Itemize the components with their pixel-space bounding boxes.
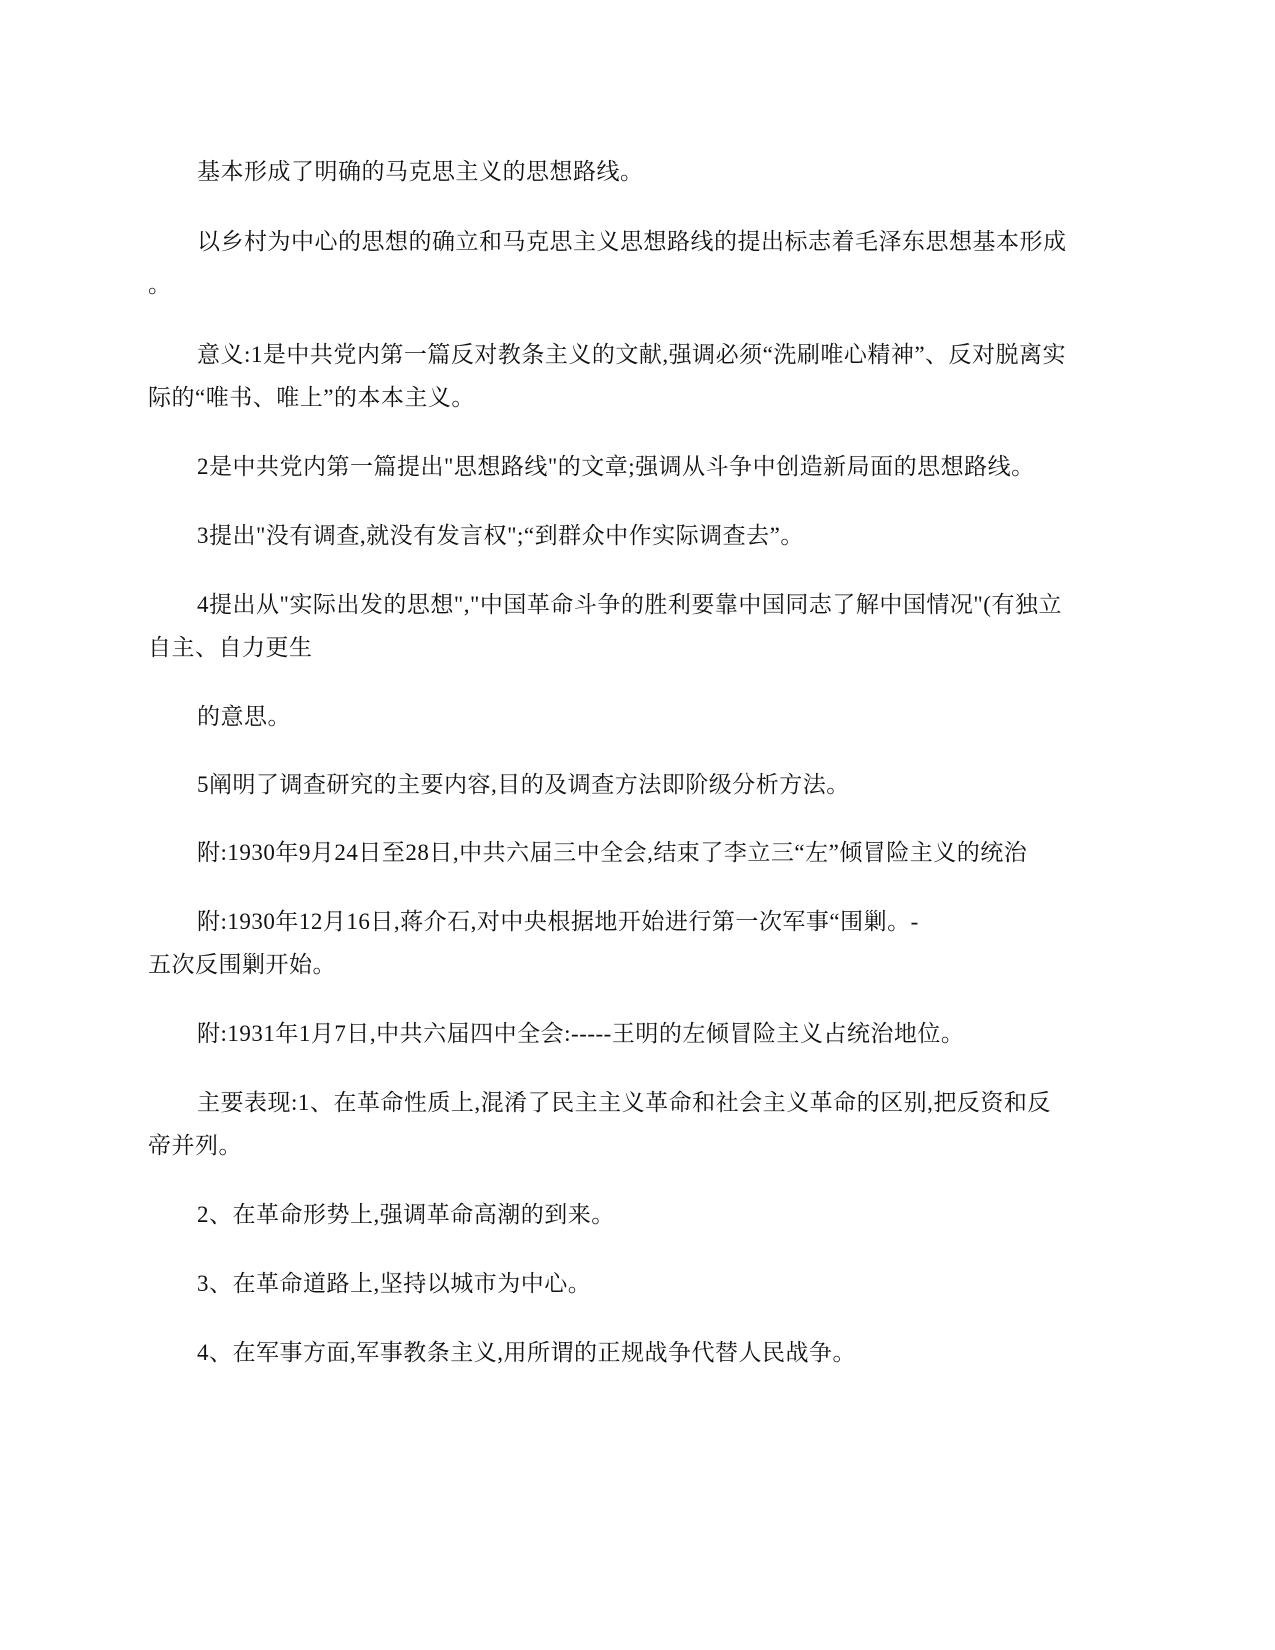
text-line: 际的“唯书、唯上”的本本主义。 [148, 385, 475, 410]
text-line: 4提出从"实际出发的思想","中国革命斗争的胜利要靠中国同志了解中国情况"(有独立 [197, 592, 1062, 617]
text-line: 自主、自力更生 [148, 635, 313, 660]
text-line: 主要表现:1、在革命性质上,混淆了民主主义革命和社会主义革命的区别,把反资和反 [197, 1090, 1051, 1115]
text-line: 五次反围剿开始。 [148, 952, 336, 977]
text-line: 基本形成了明确的马克思主义的思想路线。 [197, 159, 644, 184]
text-line: 。 [148, 272, 172, 297]
text-line: 5阐明了调查研究的主要内容,目的及调查方法即阶级分析方法。 [197, 772, 850, 797]
text-line: 附:1930年9月24日至28日,中共六届三中全会,结束了李立三“左”倾冒险主义的统治 [197, 840, 1028, 865]
text-line: 2是中共党内第一篇提出"思想路线"的文章;强调从斗争中创造新局面的思想路线。 [197, 454, 1035, 479]
text-line: 帝并列。 [148, 1133, 242, 1158]
text-line: 以乡村为中心的思想的确立和马克思主义思想路线的提出标志着毛泽东思想基本形成 [197, 229, 1067, 254]
text-line: 附:1930年12月16日,蒋介石,对中央根据地开始进行第一次军事“围剿。- [197, 909, 919, 934]
text-line: 2、在革命形势上,强调革命高潮的到来。 [197, 1202, 615, 1227]
text-line: 意义:1是中共党内第一篇反对教条主义的文献,强调必须“洗刷唯心精神”、反对脱离实 [197, 342, 1067, 367]
text-line: 附:1931年1月7日,中共六届四中全会:-----王明的左倾冒险主义占统治地位。 [197, 1021, 965, 1046]
text-line: 的意思。 [197, 704, 291, 729]
text-line: 4、在军事方面,军事教条主义,用所谓的正规战争代替人民战争。 [197, 1340, 856, 1365]
text-line: 3、在革命道路上,坚持以城市为中心。 [197, 1271, 592, 1296]
text-line: 3提出"没有调查,就没有发言权";“到群众中作实际调查去”。 [197, 523, 804, 548]
